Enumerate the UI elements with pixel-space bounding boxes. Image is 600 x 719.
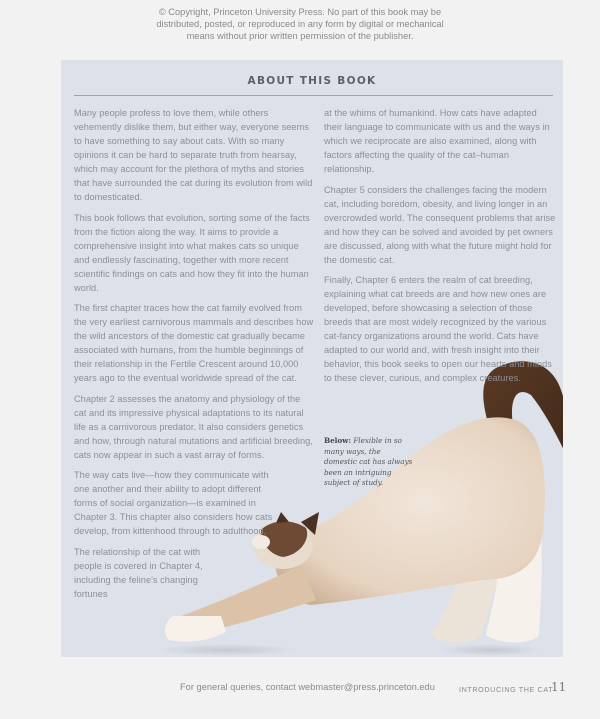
paragraph: The relationship of the cat with people is covered in Chapter 4, including the feline's changing fortunes bbox=[74, 546, 203, 599]
caption-label: Below: bbox=[324, 436, 352, 445]
running-head: INTRODUCING THE CAT bbox=[459, 685, 554, 694]
paragraph: The way cats live—how they communicate with one another and their ability to adopt different forms of social organization—is examined in Chapter 3. This chapter also considers how cats develop, from kittenhood through to adulthood. bbox=[74, 470, 273, 536]
heading-divider bbox=[74, 95, 553, 96]
copyright-line: distributed, posted, or reproduced in any form by digital or mechanical bbox=[156, 19, 444, 29]
paragraph: Chapter 2 assesses the anatomy and physiology of the cat and its impressive physical adaptations to its natural life as a carnivorous predator. It also considers genetics and how, through natural mutations and artificial breeding, cats now appear in such a vast array of forms. bbox=[74, 393, 313, 460]
paragraph: The first chapter traces how the cat family evolved from the very earliest carnivorous mammals and describes how the wild ancestors of the domestic cat gradually became associated with humans, from the humble beginnings of their relationship in the Fertile Crescent around 10,000 years ago to the eventual worldwide spread of the cat. bbox=[74, 303, 314, 383]
page-number: 11 bbox=[551, 680, 567, 694]
copyright-line: means without prior written permission of the publisher. bbox=[186, 31, 414, 41]
paragraph: Finally, Chapter 6 enters the realm of cat breeding, explaining what cat breeds are and how new ones are developed, before showcasing a selection of those breeds that are most widely recognized by the various cat-fancy organizations around the world. Cats have adapted to our world and, with fresh insight into their behavior, this book seeks to open our hearts and minds to these clever, curious, and complex creatures. bbox=[324, 275, 552, 383]
left-column bbox=[74, 106, 314, 607]
caption-text: Flexible in so many ways, the domestic cat has always been an intriguing subject of study. bbox=[324, 436, 413, 487]
footer-contact: For general queries, contact webmaster@press.princeton.edu bbox=[180, 682, 435, 692]
paragraph: Chapter 5 considers the challenges facing the modern cat, including boredom, obesity, and living longer in an overcrowded world. The consequent problems that arise and how they can be solved and avoided by pet owners are discussed, along with what the future might hold for the domestic cat. bbox=[324, 184, 556, 265]
right-column bbox=[324, 106, 556, 392]
image-caption bbox=[324, 436, 414, 489]
section-heading: ABOUT THIS BOOK bbox=[247, 75, 377, 87]
paragraph: Many people profess to love them, while others vehemently dislike them, but either way, everyone seems to have something to say about cats. With so many opinions it can be hard to separate truth from hearsay, which may account for the plethora of myths and stories that have surrounded the cat during its evolution from wild to domesticated. bbox=[74, 108, 313, 202]
paragraph: at the whims of humankind. How cats have adapted their language to communicate with us and the ways in which we reciprocate are also examined, along with factors affecting the quality of the cat–human relationship. bbox=[324, 108, 550, 174]
about-book-panel bbox=[61, 60, 563, 657]
paragraph: This book follows that evolution, sorting some of the facts from the fiction along the way. It aims to provide a comprehensive insight into what makes cats so unique and endlessly fascinating, together with more recent scientific findings on cats and how they fit into the human world. bbox=[74, 212, 310, 293]
copyright-notice bbox=[0, 6, 600, 42]
copyright-line: © Copyright, Princeton University Press. No part of this book may be bbox=[158, 7, 442, 17]
